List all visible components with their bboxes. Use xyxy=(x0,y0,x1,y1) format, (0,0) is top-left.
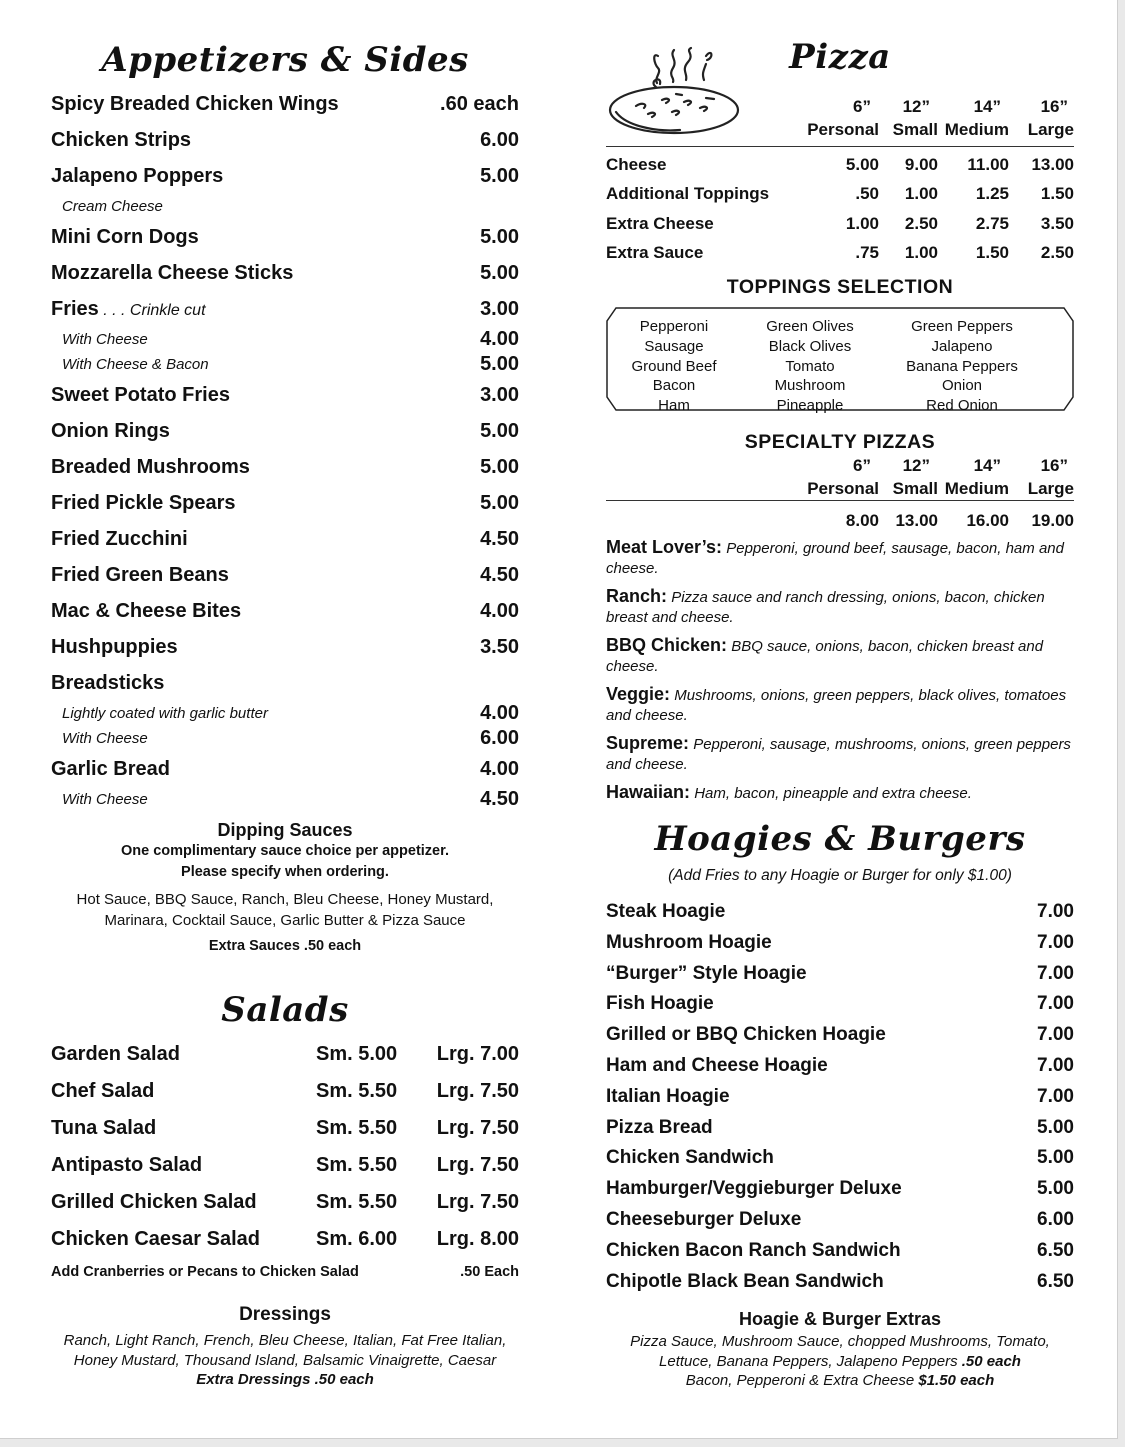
pizza-price: 2.75 xyxy=(975,213,1009,233)
specialty-size-header xyxy=(606,455,1074,500)
size-inch: 12” xyxy=(902,97,930,116)
item-name-text: Spicy Breaded Chicken Wings xyxy=(51,93,339,115)
hoagie-name: Steak Hoagie xyxy=(606,901,726,922)
option-label: Cream Cheese xyxy=(62,198,163,215)
item-price: 4.50 xyxy=(480,564,519,586)
dipping-title: Dipping Sauces xyxy=(217,820,353,840)
hoagie-item xyxy=(606,1267,1074,1298)
option-price: 4.00 xyxy=(480,702,519,724)
hoagie-name: Grilled or BBQ Chicken Hoagie xyxy=(606,1024,886,1046)
hoagie-item xyxy=(606,1174,1074,1205)
hoagie-name: Chicken Sandwich xyxy=(606,1147,774,1169)
pizza-price: 1.50 xyxy=(975,242,1009,262)
hoagie-item xyxy=(606,1020,1074,1051)
option-price: 4.00 xyxy=(480,328,519,350)
pizza-price-row xyxy=(606,238,1074,267)
salad-addon xyxy=(51,1264,519,1280)
menu-item-option xyxy=(51,726,519,751)
item-price: 5.00 xyxy=(480,226,519,248)
salad-large-price: Lrg. 7.50 xyxy=(436,1080,519,1102)
item-name-text: Mozzarella Cheese Sticks xyxy=(51,262,294,284)
menu-item xyxy=(51,665,519,701)
item-name xyxy=(51,629,178,665)
option-label: Lightly coated with garlic butter xyxy=(62,705,268,722)
dressings-list: Ranch, Light Ranch, French, Bleu Cheese, Italian, Fat Free Italian, xyxy=(63,1332,507,1349)
option-label: With Cheese & Bacon xyxy=(62,356,209,373)
pizza-row-name: Additional Toppings xyxy=(606,184,770,204)
menu-item-option xyxy=(51,194,519,219)
salad-large-price: Lrg. 7.50 xyxy=(436,1154,519,1176)
toppings-column xyxy=(599,317,749,416)
item-name-text: Mac & Cheese Bites xyxy=(51,600,242,622)
specialty-prices xyxy=(606,506,1074,535)
hoagie-item xyxy=(606,1082,1074,1113)
item-price: 5.00 xyxy=(480,492,519,514)
item-name-text: Garlic Bread xyxy=(51,758,170,780)
item-name-text: Breadsticks xyxy=(51,672,165,694)
option-price: 4.50 xyxy=(480,788,519,810)
specialty-price: 8.00 xyxy=(845,511,879,530)
topping-item: Pepperoni xyxy=(639,318,709,335)
salad-large-price: Lrg. 7.50 xyxy=(436,1191,519,1213)
salad-addon-label: Add Cranberries or Pecans to Chicken Salad xyxy=(51,1264,359,1280)
item-price: 3.00 xyxy=(480,298,519,320)
salad-name: Grilled Chicken Salad xyxy=(51,1191,257,1213)
hoagie-name: Italian Hoagie xyxy=(606,1085,730,1107)
size-name: Medium xyxy=(944,120,1009,139)
toppings-column xyxy=(735,317,885,416)
specialty-description: Pepperoni, ground beef, sausage, bacon, ham and cheese. xyxy=(606,540,1064,577)
extras-line xyxy=(606,1371,1074,1391)
salad-name: Chef Salad xyxy=(51,1080,155,1102)
salad-small-price: Sm. 5.50 xyxy=(316,1191,398,1213)
menu-item xyxy=(51,122,519,158)
specialty-name: Veggie: xyxy=(606,684,671,704)
item-price: 3.50 xyxy=(480,636,519,658)
menu-item xyxy=(51,255,519,291)
topping-item: Tomato xyxy=(785,357,835,375)
pizza-size-header xyxy=(606,96,1074,146)
hoagie-name: Chicken Bacon Ranch Sandwich xyxy=(606,1239,901,1261)
salad-row xyxy=(51,1110,519,1147)
size-inch: 12” xyxy=(902,456,930,475)
specialty-name: BBQ Chicken: xyxy=(606,635,728,655)
menu-item xyxy=(51,413,519,449)
size-inch: 16” xyxy=(1040,456,1068,475)
salad-large-price: Lrg. 7.00 xyxy=(436,1043,519,1065)
hoagie-price: 5.00 xyxy=(1037,1147,1074,1169)
pizza-row-name: Cheese xyxy=(606,155,667,174)
hoagie-price: 5.00 xyxy=(1037,1116,1074,1138)
pizza-price: .50 xyxy=(855,184,879,204)
specialty-description: Pizza sauce and ranch dressing, onions, bacon, chicken breast and cheese. xyxy=(606,589,1045,626)
hoagie-price: 5.00 xyxy=(1037,1178,1074,1200)
menu-item xyxy=(51,557,519,593)
item-note: . . . Crinkle cut xyxy=(98,302,206,319)
item-name xyxy=(51,291,206,327)
item-name xyxy=(51,557,229,593)
pizza-price-row xyxy=(606,150,1074,179)
menu-item xyxy=(51,485,519,521)
salad-row xyxy=(51,1147,519,1184)
item-name xyxy=(51,665,164,701)
topping-item: Black Olives xyxy=(768,337,852,355)
pizza-price: 1.50 xyxy=(1040,184,1074,204)
specialty-pizza xyxy=(606,684,1074,726)
extras-items: Lettuce, Banana Peppers, Jalapeno Peppers xyxy=(659,1352,962,1370)
topping-item: Banana Peppers xyxy=(906,357,1018,375)
size-name: Personal xyxy=(807,120,879,139)
pizza-price: 1.00 xyxy=(904,242,938,262)
dipping-list: Hot Sauce, BBQ Sauce, Ranch, Bleu Cheese, Honey Mustard, xyxy=(76,891,494,908)
topping-item: Sausage xyxy=(644,337,704,355)
pizza-price: 1.25 xyxy=(975,184,1009,204)
pizza-price-row xyxy=(606,179,1074,208)
dipping-note: Please specify when ordering. xyxy=(181,864,389,880)
item-name xyxy=(51,255,293,291)
specialty-description: BBQ sauce, onions, bacon, chicken breast and cheese. xyxy=(606,638,1044,675)
item-name-text: Mini Corn Dogs xyxy=(51,226,199,248)
topping-item: Green Peppers xyxy=(911,318,1013,335)
item-name-text: Fries xyxy=(51,298,99,320)
specialty-name: Supreme: xyxy=(606,733,690,753)
topping-item: Pineapple xyxy=(776,397,844,415)
size-name: Personal xyxy=(807,479,879,498)
dipping-extra: Extra Sauces .50 each xyxy=(208,938,362,954)
topping-item: Ground Beef xyxy=(631,357,717,375)
dressings-title: Dressings xyxy=(239,1304,331,1325)
toppings-title: TOPPINGS SELECTION xyxy=(726,276,954,298)
pizza-price: 1.00 xyxy=(904,184,938,204)
hoagie-name: Pizza Bread xyxy=(606,1116,713,1138)
hoagie-name: Mushroom Hoagie xyxy=(606,931,772,953)
pizza-price: 11.00 xyxy=(967,155,1009,174)
toppings-box xyxy=(606,307,1074,415)
menu-item-option xyxy=(51,701,519,726)
item-name xyxy=(51,521,188,557)
menu-item xyxy=(51,521,519,557)
hoagie-price: 7.00 xyxy=(1037,1054,1074,1076)
hoagie-price: 7.00 xyxy=(1037,962,1074,984)
pizza-price: 2.50 xyxy=(1040,242,1074,262)
item-name-text: Sweet Potato Fries xyxy=(51,384,230,406)
item-price: 3.00 xyxy=(480,384,519,406)
option-price: 6.00 xyxy=(480,727,519,749)
hoagie-price: 7.00 xyxy=(1037,1024,1074,1046)
salads-list xyxy=(51,1036,519,1258)
hoagie-price: 7.00 xyxy=(1037,931,1074,953)
dressings-list: Honey Mustard, Thousand Island, Balsamic Vinaigrette, Caesar xyxy=(73,1351,497,1369)
menu-item xyxy=(51,377,519,413)
hoagie-item xyxy=(606,959,1074,990)
item-name xyxy=(51,86,339,122)
size-inch: 6” xyxy=(853,97,871,116)
toppings-column xyxy=(887,317,1037,416)
hoagie-item xyxy=(606,928,1074,959)
hoagie-extras xyxy=(606,1308,1074,1391)
menu-item xyxy=(51,593,519,629)
pizza-price: 9.00 xyxy=(904,155,938,174)
hoagie-name: “Burger” Style Hoagie xyxy=(606,962,807,984)
hoagie-item xyxy=(606,897,1074,928)
specialty-description: Mushrooms, onions, green peppers, black olives, tomatoes and cheese. xyxy=(606,687,1067,724)
salad-name: Tuna Salad xyxy=(51,1117,157,1139)
pizza-heading: Pizza xyxy=(789,37,891,77)
item-name-text: Fried Pickle Spears xyxy=(51,492,236,514)
item-price: 5.00 xyxy=(480,456,519,478)
menu-item xyxy=(51,629,519,665)
appetizers-list xyxy=(51,86,519,812)
specialty-name: Ranch: xyxy=(606,586,668,606)
extras-line xyxy=(606,1352,1074,1372)
dipping-list: Marinara, Cocktail Sauce, Garlic Butter & Pizza Sauce xyxy=(104,912,466,929)
item-name xyxy=(51,219,199,255)
hoagie-price: 6.50 xyxy=(1037,1270,1074,1292)
salad-small-price: Sm. 5.00 xyxy=(316,1043,398,1065)
hoagie-price: 6.50 xyxy=(1037,1239,1074,1261)
hoagie-price: 6.00 xyxy=(1037,1208,1074,1230)
item-price: 5.00 xyxy=(480,420,519,442)
salads-heading: Salads xyxy=(221,990,349,1030)
menu-item xyxy=(51,449,519,485)
salad-name: Antipasto Salad xyxy=(51,1154,203,1176)
item-name xyxy=(51,158,223,194)
pizza-price-row xyxy=(606,209,1074,238)
specialty-description: Pepperoni, sausage, mushrooms, onions, green peppers and cheese. xyxy=(606,736,1071,773)
topping-item: Green Olives xyxy=(766,318,854,335)
salad-name: Garden Salad xyxy=(51,1043,180,1065)
salad-small-price: Sm. 6.00 xyxy=(316,1228,398,1250)
item-name-text: Hushpuppies xyxy=(51,636,178,658)
item-name-text: Onion Rings xyxy=(51,420,170,442)
item-name xyxy=(51,413,170,449)
salad-addon-price: .50 Each xyxy=(460,1264,519,1280)
menu-item-option xyxy=(51,327,519,352)
item-name xyxy=(51,751,170,787)
specialty-pizza xyxy=(606,586,1074,628)
hoagie-item xyxy=(606,1113,1074,1144)
size-inch: 14” xyxy=(973,456,1001,475)
item-name-text: Chicken Strips xyxy=(51,129,192,151)
extras-price: $1.50 each xyxy=(918,1372,995,1389)
hoagies-heading: Hoagies & Burgers xyxy=(654,819,1026,859)
salad-row xyxy=(51,1073,519,1110)
salad-row xyxy=(51,1184,519,1221)
pizza-price-table xyxy=(606,150,1074,267)
item-price: 5.00 xyxy=(480,165,519,187)
extras-line: Pizza Sauce, Mushroom Sauce, chopped Mushrooms, Tomato, xyxy=(630,1333,1050,1350)
hoagie-item xyxy=(606,1051,1074,1082)
hoagie-price: 7.00 xyxy=(1037,1085,1074,1107)
item-price: 6.00 xyxy=(480,129,519,151)
specialty-price: 16.00 xyxy=(966,511,1009,530)
menu-item xyxy=(51,291,519,327)
pizza-price: 3.50 xyxy=(1040,213,1074,233)
hoagie-name: Cheeseburger Deluxe xyxy=(606,1208,802,1230)
pizza-price: 1.00 xyxy=(845,213,879,233)
option-price: 5.00 xyxy=(480,353,519,375)
option-label: With Cheese xyxy=(62,331,148,348)
extras-title: Hoagie & Burger Extras xyxy=(738,1309,942,1329)
menu-item xyxy=(51,219,519,255)
dipping-note: One complimentary sauce choice per appetizer. xyxy=(121,843,449,859)
specialty-pizza xyxy=(606,733,1074,775)
item-price: 5.00 xyxy=(480,262,519,284)
menu-item xyxy=(51,158,519,194)
topping-item: Mushroom xyxy=(774,377,846,395)
menu-item-option xyxy=(51,787,519,812)
pizza-row-name: Extra Cheese xyxy=(606,213,714,233)
extras-price: .50 each xyxy=(961,1352,1021,1370)
hoagies-list xyxy=(606,897,1074,1297)
pizza-price: 13.00 xyxy=(1031,155,1074,174)
pizza-price: 5.00 xyxy=(845,155,879,174)
item-name-text: Fried Zucchini xyxy=(51,528,188,550)
item-name-text: Fried Green Beans xyxy=(51,564,229,586)
pizza-price: 2.50 xyxy=(904,213,938,233)
salad-row xyxy=(51,1221,519,1258)
option-label: With Cheese xyxy=(62,730,148,747)
specialty-description: Ham, bacon, pineapple and extra cheese. xyxy=(694,785,972,802)
item-name-text: Jalapeno Poppers xyxy=(51,165,224,187)
size-inch: 14” xyxy=(973,97,1001,116)
item-name-text: Breaded Mushrooms xyxy=(51,456,250,478)
hoagies-subtitle: (Add Fries to any Hoagie or Burger for only $1.00) xyxy=(668,867,1012,884)
item-price: 4.50 xyxy=(480,528,519,550)
menu-item-option xyxy=(51,352,519,377)
dressings xyxy=(50,1303,520,1390)
hoagie-item xyxy=(606,1205,1074,1236)
hoagie-name: Chipotle Black Bean Sandwich xyxy=(606,1270,884,1292)
hoagie-item xyxy=(606,1143,1074,1174)
item-name xyxy=(51,485,236,521)
hoagie-price: 7.00 xyxy=(1037,901,1074,922)
topping-item: Ham xyxy=(658,397,690,415)
size-inch: 6” xyxy=(853,456,871,475)
dipping-sauces xyxy=(50,819,520,957)
pizza-row-name: Extra Sauce xyxy=(606,242,704,262)
specialty-pizza xyxy=(606,635,1074,677)
hoagie-item xyxy=(606,989,1074,1020)
topping-item: Bacon xyxy=(652,377,696,395)
size-name: Large xyxy=(1027,479,1074,498)
item-price: 4.00 xyxy=(480,600,519,622)
dressings-extra: Extra Dressings .50 each xyxy=(196,1371,374,1388)
salad-small-price: Sm. 5.50 xyxy=(316,1080,398,1102)
topping-item: Jalapeno xyxy=(931,337,993,355)
size-name: Medium xyxy=(944,479,1009,498)
hoagie-name: Hamburger/Veggieburger Deluxe xyxy=(606,1178,902,1200)
specialty-price: 13.00 xyxy=(895,511,938,530)
item-name xyxy=(51,593,241,629)
menu-item xyxy=(51,751,519,787)
menu-item xyxy=(51,86,519,122)
salad-name: Chicken Caesar Salad xyxy=(51,1228,260,1250)
size-name: Large xyxy=(1027,120,1074,139)
specialty-name: Hawaiian: xyxy=(606,782,691,802)
item-price: .60 each xyxy=(440,93,519,115)
divider xyxy=(606,146,1074,147)
item-name xyxy=(51,377,230,413)
specialty-pizza xyxy=(606,537,1074,579)
topping-item: Onion xyxy=(941,377,983,395)
size-name: Small xyxy=(892,120,938,139)
salad-large-price: Lrg. 8.00 xyxy=(436,1228,519,1250)
item-name xyxy=(51,122,191,158)
salad-large-price: Lrg. 7.50 xyxy=(436,1117,519,1139)
size-name: Small xyxy=(892,479,938,498)
hoagie-name: Ham and Cheese Hoagie xyxy=(606,1054,828,1076)
item-name xyxy=(51,449,250,485)
divider xyxy=(606,500,1074,501)
item-price: 4.00 xyxy=(480,758,519,780)
pizza-price: .75 xyxy=(855,242,879,262)
option-label: With Cheese xyxy=(62,791,148,808)
salad-small-price: Sm. 5.50 xyxy=(316,1154,398,1176)
specialty-price: 19.00 xyxy=(1031,511,1074,530)
hoagie-item xyxy=(606,1236,1074,1267)
appetizers-heading: Appetizers & Sides xyxy=(101,40,469,80)
topping-item: Red Onion xyxy=(926,397,998,415)
salad-row xyxy=(51,1036,519,1073)
specialty-pizza xyxy=(606,782,1074,804)
extras-items: Bacon, Pepperoni & Extra Cheese xyxy=(685,1372,919,1389)
hoagie-price: 7.00 xyxy=(1037,993,1074,1015)
salad-small-price: Sm. 5.50 xyxy=(316,1117,398,1139)
specialty-name: Meat Lover’s: xyxy=(606,537,723,557)
specialty-list xyxy=(606,537,1074,811)
hoagie-name: Fish Hoagie xyxy=(606,993,714,1015)
size-inch: 16” xyxy=(1040,97,1068,116)
specialty-title: SPECIALTY PIZZAS xyxy=(744,431,936,453)
